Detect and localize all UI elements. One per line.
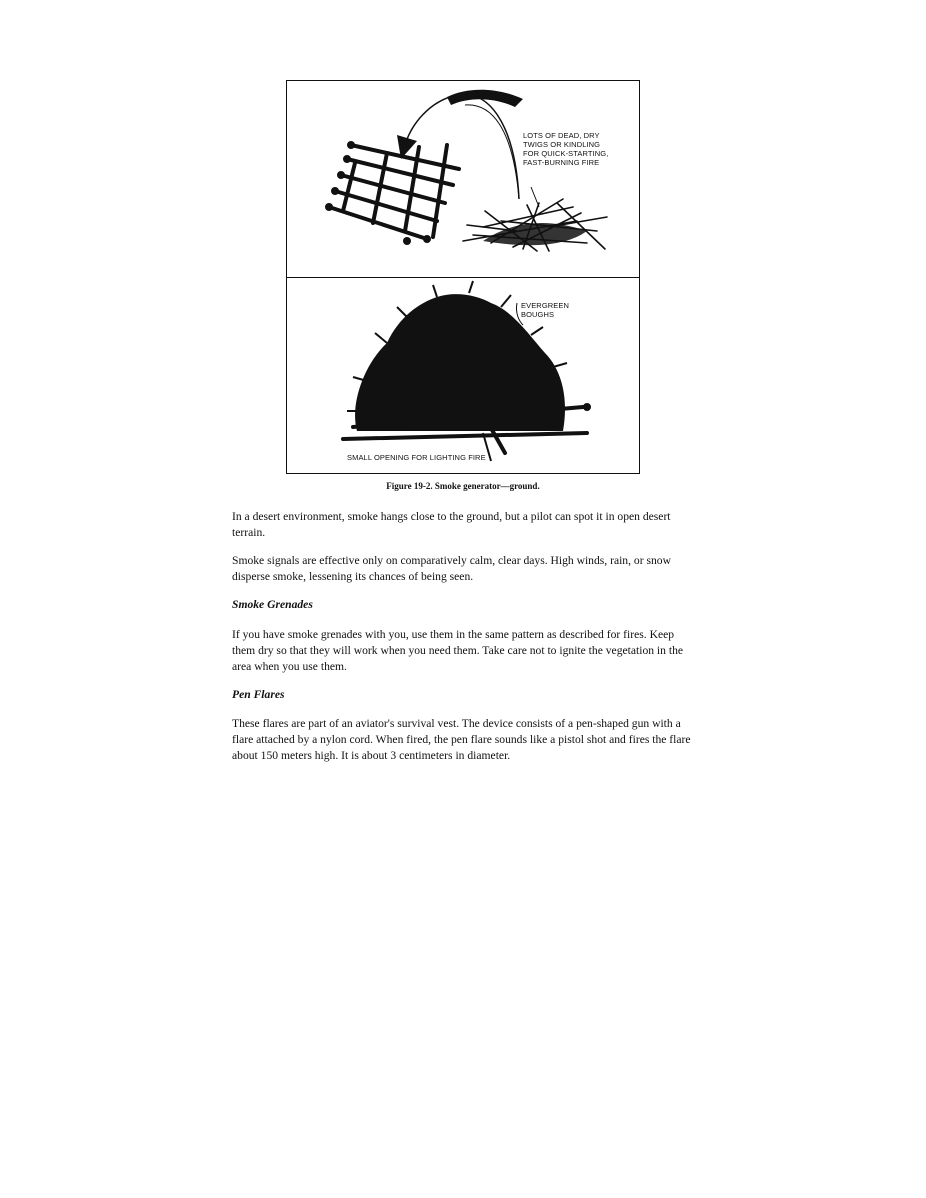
paragraph-pen-flares: These flares are part of an aviator's survival vest. The device consists of a pen-shaped gun with a flare attached by a nylon cord. When fired, the pen flare sounds like a pistol shot and fires the flare about 150 meters high. It is about 3 centimeters in diameter.: [232, 717, 691, 762]
twigs-label: LOTS OF DEAD, DRY TWIGS OR KINDLING FOR QUICK-STARTING, FAST-BURNING FIRE: [523, 131, 609, 167]
heading-pen-flares: Pen Flares: [232, 688, 285, 701]
curved-arrow-drawing: [397, 90, 523, 199]
figure-caption: Figure 19-2. Smoke generator—ground.: [386, 481, 540, 491]
heading-smoke-grenades: Smoke Grenades: [232, 598, 313, 611]
twig-label-pointer: [531, 187, 539, 207]
paragraph-smoke-conditions: Smoke signals are effective only on comparatively calm, clear days. High winds, rain, or snow disperse smoke, lessening its chances of being seen.: [232, 554, 671, 583]
paragraph-desert-smoke: In a desert environment, smoke hangs close to the ground, but a pilot can spot it in open desert terrain.: [232, 510, 671, 539]
panel-divider: [287, 277, 639, 278]
paragraph-smoke-grenades: If you have smoke grenades with you, use them in the same pattern as described for fires. Keep them dry so that they will work when you need them. Take care not to ignite the vegetation in the area when you use them.: [232, 628, 684, 673]
opening-label: SMALL OPENING FOR LIGHTING FIRE: [347, 453, 486, 462]
smoke-generator-figure: [286, 80, 640, 474]
boughs-label: EVERGREEN BOUGHS: [521, 301, 569, 319]
